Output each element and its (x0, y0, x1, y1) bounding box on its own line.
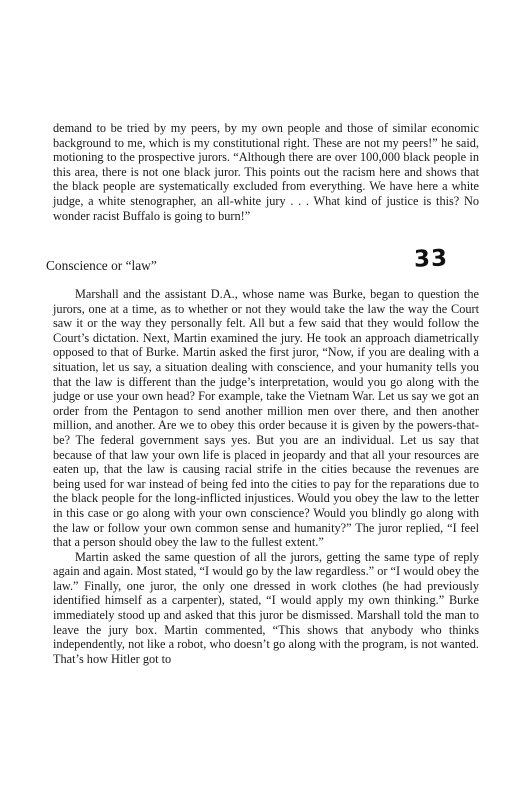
paragraph: Marshall and the assistant D.A., whose name was Burke, began to question the jurors, one at a time, as to whether or not they would take the law the way the Court saw it or the way they personally felt. All but a few said that they would follow the Court’s dictation. Next, Martin examined the jury. He took an approach diametrically opposed to that of Burke. Martin asked the first juror, “Now, if you are dealing with a situation, let us say, a situation dealing with conscience, and your humanity tells you that the law is different than the judge’s interpretation, would you go along with the judge or use your own head? For example, take the Vietnam War. Let us say we got an order from the Pentagon to send another million men over there, and then another million, and another. Are we to obey this order because it is given by the powers-that-be? The federal government says yes. But you are an individual. Let us say that because of that law your own life is placed in jeopardy and that all your resources are eaten up, that the law is causing racial strife in the cities because the revenues are being used for war instead of being fed into the cities to pay for the reparations due to the black people for the long-inflicted injustices. Would you obey the law to the letter in this case or go along with your own conscience? Would you blindly go along with the law or follow your own common sense and humanity?” The juror replied, “I feel that a person should obey the law to the fullest extent.” (53, 287, 479, 550)
paragraph: demand to be tried by my peers, by my own people and those of similar economic background to me, which is my constitutional right. These are not my peers!” he said, motioning to the prospective jurors. “Although there are over 100,000 black people in this area, there is not one black juror. This points out the racism here and shows that the black people are systematically excluded from everything. We have here a white judge, a white stenographer, an all-white jury . . . What kind of justice is this? No wonder racist Buffalo is going to burn!” (53, 121, 479, 223)
body-paragraph-block (53, 287, 479, 666)
handwritten-page-number: 33 (413, 245, 449, 273)
opening-paragraph-block (53, 121, 479, 223)
section-heading: Conscience or “law” (46, 258, 157, 273)
paragraph: Martin asked the same question of all the jurors, getting the same type of reply again and again. Most stated, “I would go by the law regardless.” or “I would obey the law.” Finally, one juror, the only one dressed in work clothes (he had previously identified himself as a carpenter), stated, “I would apply my own thinking.” Burke immediately stood up and asked that this juror be dismissed. Marshall told the man to leave the jury box. Martin commented, “This shows that anybody who thinks independently, not like a robot, who doesn’t go along with the program, is not wanted. That’s how Hitler got to (53, 549, 479, 666)
